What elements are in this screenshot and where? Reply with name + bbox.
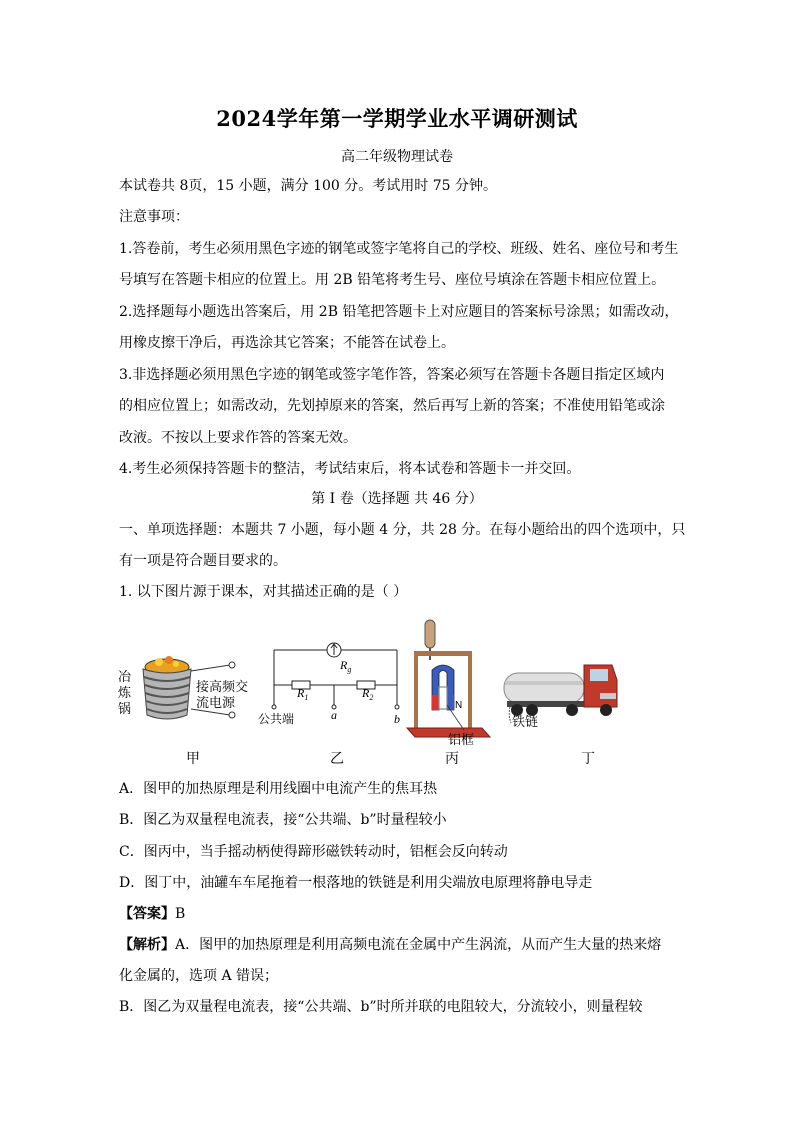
note-line: 的相应位置上；如需改动，先划掉原来的答案，然后再写上新的答案；不准使用铅笔或涂 [119,398,665,414]
analysis-text: A．图甲的加热原理是利用高频电流在金属中产生涡流，从而产生大量的热来熔 [175,937,662,953]
exam-summary: 本试卷共 8页，15 小题，满分 100 分。考试用时 75 分钟。 [119,178,497,194]
power-label: 流电源 [196,695,236,710]
analysis-label: 【解析】 [119,937,175,953]
answer-line [119,904,679,924]
option-c: C．图丙中，当手摇动柄使得蹄形磁铁转动时，铝框会反向转动 [119,844,508,860]
rg-subscript: g [347,665,352,674]
note-line: 改液。不按以上要求作答的答案无效。 [119,430,357,446]
section-heading: 第 I 卷（选择题 共 46 分） [311,491,483,507]
note-line: 号填写在答题卡相应的位置上。用 2B 铅笔将考生号、座位号填涂在答题卡相应位置上。 [119,272,666,288]
option-d: D．图丁中，油罐车车尾拖着一根落地的铁链是利用尖端放电原理将静电导走 [119,875,593,891]
svg-text:Rg [339,658,351,674]
r2-subscript: 2 [369,693,374,702]
terminal-b-label: b [394,712,400,726]
answer-label: 【答案】 [119,906,175,922]
question-stem: 1. 以下图片源于课本，对其描述正确的是（ ） [119,584,408,600]
analysis-line: 化金属的，选项 A 错误； [119,968,279,984]
ammeter-circuit [272,643,399,709]
analysis-line [119,935,679,955]
terminal-a-label: a [331,708,337,722]
panel-label-ding: 丁 [581,751,595,767]
page-subtitle: 高二年级物理试卷 [341,149,453,165]
section-instructions: 有一项是符合题目要求的。 [119,553,287,569]
r2-label: R [362,686,370,700]
furnace-diagram [118,656,248,719]
option-a: A．图甲的加热原理是利用线圈中电流产生的焦耳热 [119,781,438,797]
chain-label: 铁链 [512,714,539,729]
note-line: 2.选择题每小题选出答案后，用 2B 铅笔把答题卡上对应题目的答案标号涂黑；如需改动， [119,304,679,320]
furnace-label: 炼 [118,685,132,700]
note-line: 用橡皮擦干净后，再选涂其它答案；不能答在试卷上。 [119,335,455,351]
r1-subscript: 1 [304,693,309,702]
tanker-truck [504,665,617,729]
furnace-label: 冶 [118,669,132,684]
note-line: 1.答卷前，考生必须用黑色字迹的钢笔或签字笔将自己的学校、班级、姓名、座位号和考生 [119,241,679,257]
note-line: 4.考生必须保持答题卡的整洁，考试结束后，将本试卷和答题卡一并交回。 [119,461,581,477]
note-line: 3.非选择题必须用黑色字迹的钢笔或签字笔作答，答案必须写在答题卡各题目指定区域内 [119,367,665,383]
section-instructions: 一、单项选择题：本题共 7 小题，每小题 4 分，共 28 分。在每小题给出的四个选项中，只 [119,522,686,538]
ammeter-labels [258,658,400,726]
magnet-apparatus [407,620,490,747]
magnet-n-label: N [455,700,463,711]
option-b: B．图乙为双量程电流表，接“公共端、b”时量程较小 [119,812,447,828]
answer-value: B [175,906,186,922]
notice-heading: 注意事项： [119,209,189,225]
magnet-s-label: S [425,700,432,711]
panel-label-yi: 乙 [330,751,344,767]
panel-label-bing: 丙 [445,751,459,767]
panel-label-jia: 甲 [186,751,200,767]
common-terminal-label: 公共端 [258,712,295,726]
r1-label: R [297,686,305,700]
analysis-line: B．图乙为双量程电流表，接“公共端、b”时所并联的电阻较大，分流较小，则量程较 [119,999,643,1015]
power-label: 接高频交 [196,679,249,694]
rg-label: R [340,658,348,672]
furnace-label: 锅 [118,701,132,716]
frame-label: 铝框 [448,732,475,747]
page-title: 2024学年第一学期学业水平调研测试 [216,106,578,131]
